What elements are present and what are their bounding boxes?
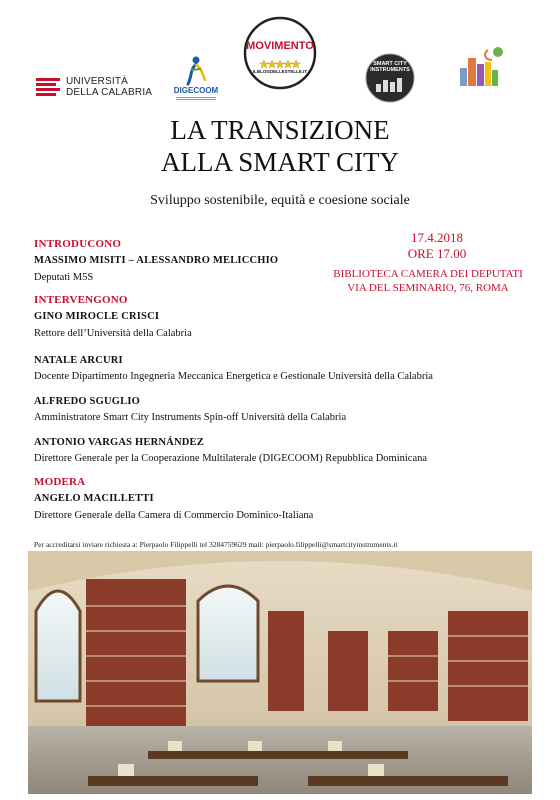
smartcity-logo: SMART CITY INSTRUMENTS [364, 52, 416, 104]
centro-studi-logo [446, 44, 516, 104]
speaker-role: Docente Dipartimento Ingegneria Meccanica Energetica e Gestionale Università della Calabria [34, 371, 433, 382]
speaker-name: ANTONIO VARGAS HERNÁNDEZ [34, 437, 204, 448]
smartcity-circle-icon [364, 52, 416, 104]
speaker-name: NATALE ARCURI [34, 355, 123, 366]
moderator-role: Direttore Generale della Camera di Commercio Dominico-Italiana [34, 510, 314, 521]
unical-name: UNIVERSITÀ DELLA CALABRIA [66, 76, 153, 98]
centro-city-icon [446, 44, 516, 88]
speaker-name: ALFREDO SGUGLIO [34, 396, 140, 407]
movimento-logo: MOVIMENTO ILBLOGDELLESTELLE.IT [243, 16, 317, 90]
digecoom-subtitle-lines [172, 96, 220, 102]
contact-info: Per accreditarsi inviare richiesta a: Pierpaolo Filippelli tel 3284759629 mail: pierpaolo.filippelli@smartcityinstruments.it [34, 540, 398, 549]
unical-emblem-icon [36, 78, 60, 96]
speaker-name: GINO MIROCLE CRISCI [34, 311, 160, 322]
centro-caption [446, 88, 516, 94]
section-intervengono: INTERVENGONO [34, 294, 128, 306]
speaker-role: Rettore dell’Università della Calabria [34, 328, 192, 339]
event-datetime [340, 230, 534, 262]
page-title: LA TRANSIZIONE ALLA SMART CITY [161, 115, 399, 177]
speaker-name: MASSIMO MISITI – ALESSANDRO MELICCHIO [34, 255, 279, 266]
section-introducono: INTRODUCONO [34, 238, 122, 250]
speaker-role: Deputati M5S [34, 272, 94, 283]
section-modera: MODERA [34, 476, 86, 488]
library-photo [28, 551, 532, 794]
event-date: 17.4.2018 [411, 230, 463, 245]
unical-logo [36, 76, 156, 98]
movimento-circle-icon [243, 16, 317, 90]
speaker-role: Direttore Generale per la Cooperazione Multilaterale (DIGECOOM) Repubblica Dominicana [34, 453, 428, 464]
event-venue: BIBLIOTECA CAMERA DEI DEPUTATI VIA DEL SEMINARIO, 76, ROMA [333, 268, 523, 294]
speaker-role: Amministratore Smart City Instruments Spin-off Università della Calabria [34, 412, 347, 423]
event-time: ORE 17.00 [407, 246, 467, 261]
subtitle: Sviluppo sostenibile, equità e coesione sociale [150, 193, 410, 208]
digecoom-logo: DIGECOOM [172, 54, 220, 106]
moderator-name: ANGELO MACILLETTI [34, 493, 154, 504]
digecoom-figure-icon [172, 54, 220, 86]
